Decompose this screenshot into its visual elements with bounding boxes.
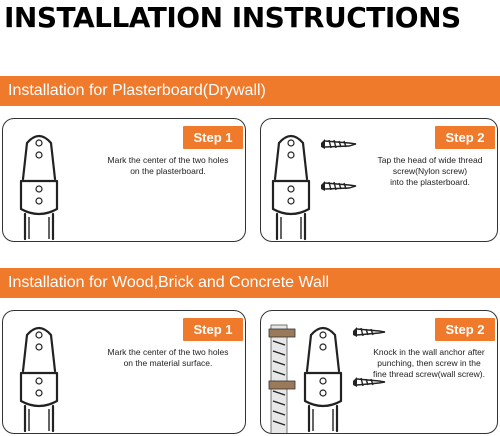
- step-line: fine thread screw(wall screw).: [373, 369, 485, 379]
- section-title: Installation for Wood,Brick and Concrete Wall: [8, 274, 330, 291]
- step-badge: Step 1: [183, 318, 243, 341]
- step-line: Knock in the wall anchor after: [373, 347, 485, 357]
- step-line: punching, then screw in the: [377, 358, 481, 368]
- step-badge: Step 2: [435, 126, 495, 149]
- step-card-plasterboard-1: [2, 118, 246, 242]
- step-line: on the material surface.: [123, 358, 213, 368]
- step-instruction: [93, 347, 243, 369]
- section-title: Installation for Plasterboard(Drywall): [8, 82, 266, 99]
- step-card-wood-1: [2, 310, 246, 434]
- step-line: screw(Nylon screw): [392, 166, 468, 176]
- step-line: on the plasterboard.: [130, 166, 206, 176]
- section-header-wood-brick-concrete: [0, 268, 500, 298]
- step-instruction: [361, 155, 498, 188]
- step-instruction: [93, 155, 243, 177]
- step-card-plasterboard-2: [260, 118, 498, 242]
- step-line: Tap the head of wide thread: [377, 155, 483, 165]
- step-badge: Step 2: [435, 318, 495, 341]
- page-title: INSTALLATION INSTRUCTIONS: [4, 1, 461, 34]
- step-instruction: [359, 347, 498, 380]
- step-line: Mark the center of the two holes: [107, 347, 229, 357]
- step-card-wood-2: [260, 310, 498, 434]
- section-header-plasterboard: [0, 76, 500, 106]
- step-badge: Step 1: [183, 126, 243, 149]
- step-line: into the plasterboard.: [390, 177, 470, 187]
- step-line: Mark the center of the two holes: [107, 155, 229, 165]
